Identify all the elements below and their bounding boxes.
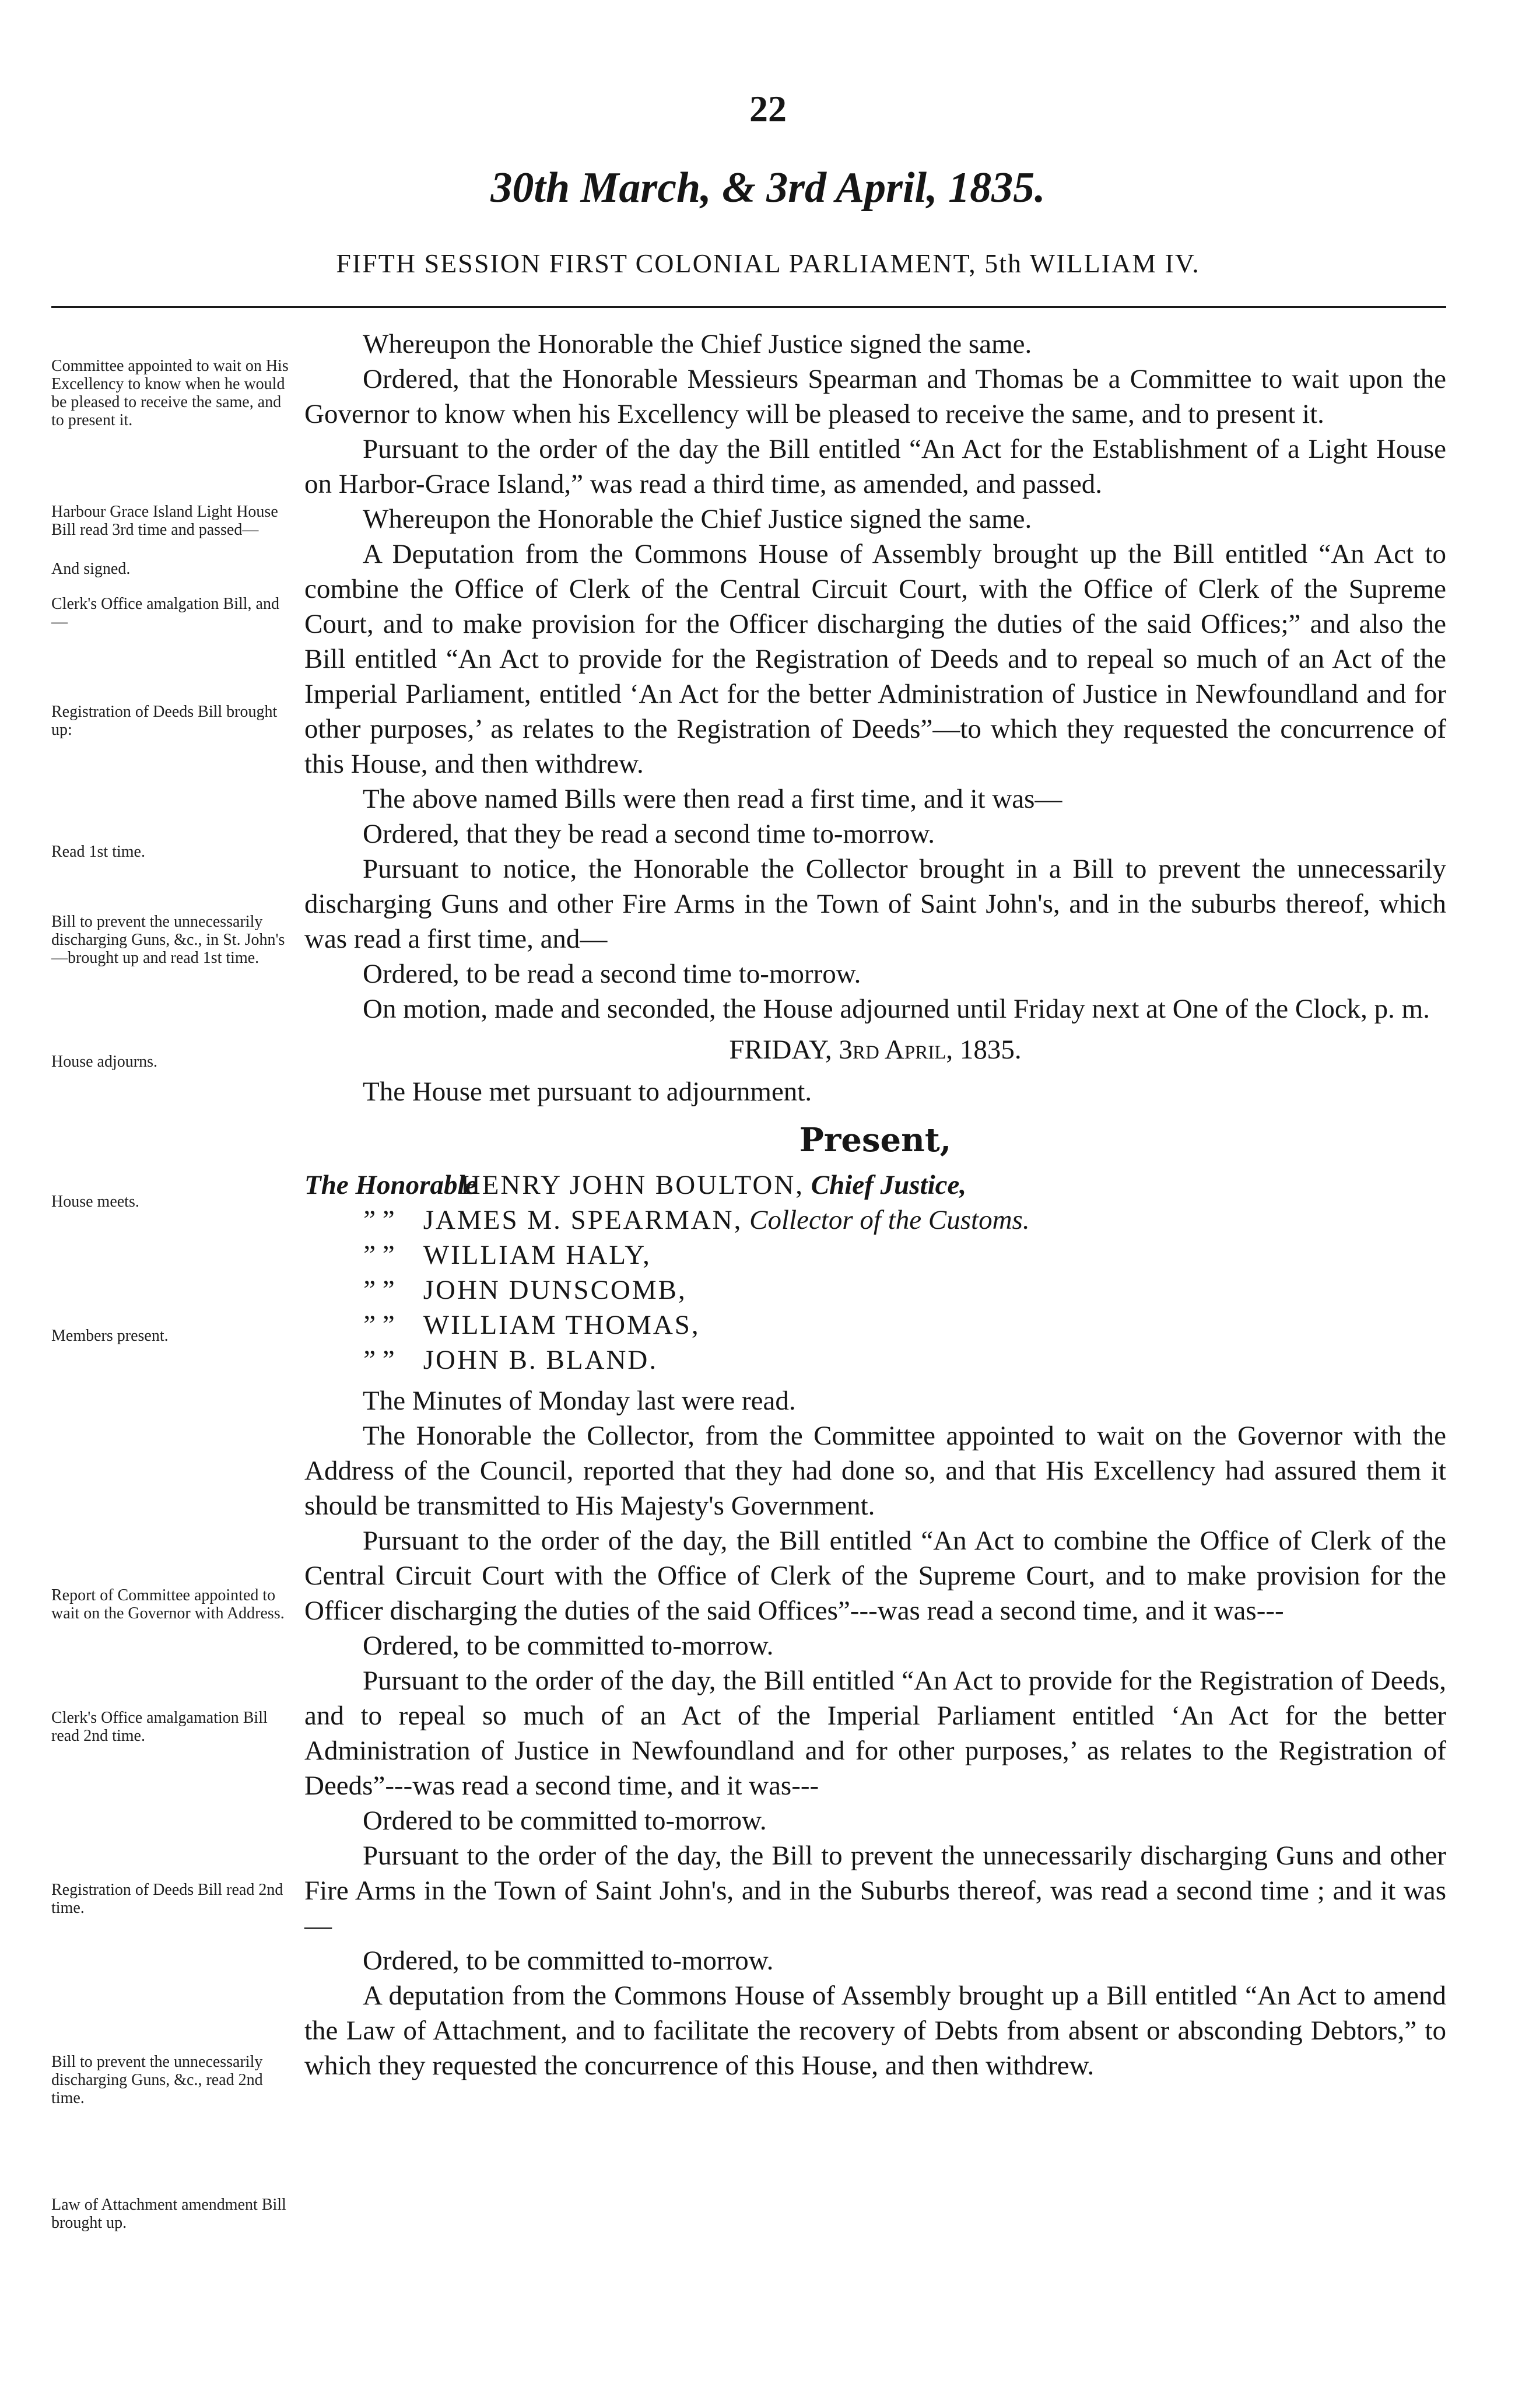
- paragraph: The Honorable the Collector, from the Committee appointed to wait on the Governor with the Address of the Council, reported that they had done so, and that His Excellency had assured them it should be transmitted to His Majesty's Government.: [304, 1421, 1446, 1521]
- member-row: [304, 1343, 1446, 1377]
- paragraph: Pursuant to the order of the day, the Bill entitled “An Act to combine the Office of Clerk of the Central Circuit Court with the Office of Clerk of the Supreme Court, and to make provision for the Officer discharging the duties of the said Offices”---was read a second time, and it was---: [304, 1526, 1446, 1626]
- paragraph: Ordered, to be committed to-morrow.: [363, 1946, 774, 1976]
- member-row: [304, 1203, 1446, 1238]
- margin-note: Clerk's Office amalgamation Bill read 2nd time.: [51, 1709, 268, 1745]
- ditto-marks: ” ”: [363, 1310, 395, 1340]
- margin-note: Bill to prevent the unnecessarily discharging Guns, &c., in St. John's —brought up and read 1st time.: [51, 913, 285, 967]
- margin-note: Bill to prevent the unnecessarily discharging Guns, &c., read 2nd time.: [51, 2053, 263, 2107]
- paragraph: A deputation from the Commons House of Assembly brought up a Bill entitled “An Act to amend the Law of Attachment, and to facilitate the recovery of Debts from absent or absconding Debtors,” to which they requested the concurrence of this House, and then withdrew.: [304, 1981, 1446, 2081]
- paragraph: Ordered, to be committed to-morrow.: [363, 1631, 774, 1661]
- paragraph: Ordered to be committed to-morrow.: [363, 1806, 767, 1836]
- member-office: Collector of the Customs.: [749, 1205, 1030, 1235]
- member-name: WILLIAM HALY,: [423, 1240, 651, 1270]
- member-prefix: The Honorable: [304, 1170, 478, 1200]
- paragraph: On motion, made and seconded, the House adjourned until Friday next at One of the Clock, p. m.: [363, 994, 1430, 1024]
- member-row: [304, 1168, 1446, 1203]
- margin-note: Committee appointed to wait on His Excellency to know when he would be pleased to receive the same, and to present it.: [51, 357, 289, 429]
- margin-note: House meets.: [51, 1193, 139, 1211]
- paragraph: Pursuant to the order of the day the Bill entitled “An Act for the Establishment of a Light House on Harbor-Grace Island,” was read a third time, as amended, and passed.: [304, 434, 1446, 499]
- paragraph: Ordered, to be read a second time to-morrow.: [363, 959, 861, 989]
- ditto-marks: ” ”: [363, 1275, 395, 1305]
- member-name: JOHN B. BLAND.: [423, 1345, 658, 1375]
- margin-note: House adjourns.: [51, 1053, 157, 1071]
- member-name: WILLIAM THOMAS,: [423, 1310, 700, 1340]
- ditto-marks: ” ”: [363, 1205, 395, 1235]
- margin-note: Members present.: [51, 1327, 169, 1345]
- paragraph: Pursuant to the order of the day, the Bill to prevent the unnecessarily discharging Guns and other Fire Arms in the Town of Saint John's, and in the Suburbs thereof, was read a second time ; and it was—: [304, 1841, 1446, 1941]
- member-office: Chief Justice,: [811, 1170, 967, 1200]
- ditto-marks: ” ”: [363, 1345, 395, 1375]
- margin-note: Read 1st time.: [51, 843, 145, 861]
- section-date: FRIDAY, 3rd April, 1835.: [729, 1035, 1022, 1065]
- margin-note: Registration of Deeds Bill read 2nd time.: [51, 1881, 283, 1917]
- margin-note: Law of Attachment amendment Bill brought up.: [51, 2196, 286, 2232]
- paragraph: Ordered, that they be read a second time to-morrow.: [363, 819, 935, 849]
- running-head: FIFTH SESSION FIRST COLONIAL PARLIAMENT, 5th WILLIAM IV.: [336, 248, 1200, 278]
- ditto-marks: ” ”: [363, 1240, 395, 1270]
- paragraph: Pursuant to notice, the Honorable the Collector brought in a Bill to prevent the unnecessarily discharging Guns and other Fire Arms in the Town of Saint John's, and in the suburbs thereof, which was read a first time, and—: [304, 854, 1446, 954]
- member-name: JAMES M. SPEARMAN,: [423, 1205, 743, 1235]
- page-number: 22: [749, 88, 787, 129]
- margin-note: Registration of Deeds Bill brought up:: [51, 703, 278, 739]
- member-row: [304, 1273, 1446, 1308]
- paragraph: Ordered, that the Honorable Messieurs Spearman and Thomas be a Committee to wait upon the Governor to know when his Excellency will be pleased to receive the same, and to present it.: [304, 364, 1446, 429]
- members-list: [304, 1168, 1446, 1377]
- member-row: [304, 1308, 1446, 1343]
- member-name: HENRY JOHN BOULTON,: [460, 1170, 805, 1200]
- member-row: [304, 1238, 1446, 1273]
- paragraph: A Deputation from the Commons House of Assembly brought up the Bill entitled “An Act to combine the Office of Clerk of the Central Circuit Court, with the Office of Clerk of the Supreme Court, and to make provision for the Officer discharging the duties of the said Offices;” and also the Bill entitled “An Act to provide for the Registration of Deeds and to repeal so much of an Act of the Imperial Parliament, entitled ‘An Act for the better Administration of Justice in Newfoundland and for other purposes,’ as relates to the Registration of Deeds”—to which they requested the concurrence of this House, and then withdrew.: [304, 539, 1446, 779]
- paragraph: The above named Bills were then read a first time, and it was—: [363, 784, 1062, 814]
- present-heading: Present,: [799, 1121, 952, 1159]
- paragraph: Pursuant to the order of the day, the Bill entitled “An Act to provide for the Registration of Deeds, and to repeal so much of an Act of the Imperial Parliament entitled ‘An Act for the better Administration of Justice in Newfoundland and for other purposes,’ as relates to the Registration of Deeds”---was read a second time, and it was---: [304, 1666, 1446, 1801]
- paragraph: The Minutes of Monday last were read.: [363, 1386, 796, 1416]
- header-rule: [51, 306, 1446, 308]
- dateline: 30th March, & 3rd April, 1835.: [490, 164, 1046, 212]
- member-name: JOHN DUNSCOMB,: [423, 1275, 687, 1305]
- margin-note: And signed.: [51, 560, 131, 578]
- body-text: [304, 327, 1446, 2083]
- margin-note: Clerk's Office amalgation Bill, and—: [51, 595, 279, 631]
- margin-note: Harbour Grace Island Light House Bill read 3rd time and passed—: [51, 503, 278, 539]
- paragraph: The House met pursuant to adjournment.: [363, 1077, 812, 1107]
- paragraph: Whereupon the Honorable the Chief Justice signed the same.: [363, 504, 1032, 534]
- paragraph: Whereupon the Honorable the Chief Justice signed the same.: [363, 329, 1032, 359]
- margin-note: Report of Committee appointed to wait on the Governor with Address.: [51, 1586, 285, 1622]
